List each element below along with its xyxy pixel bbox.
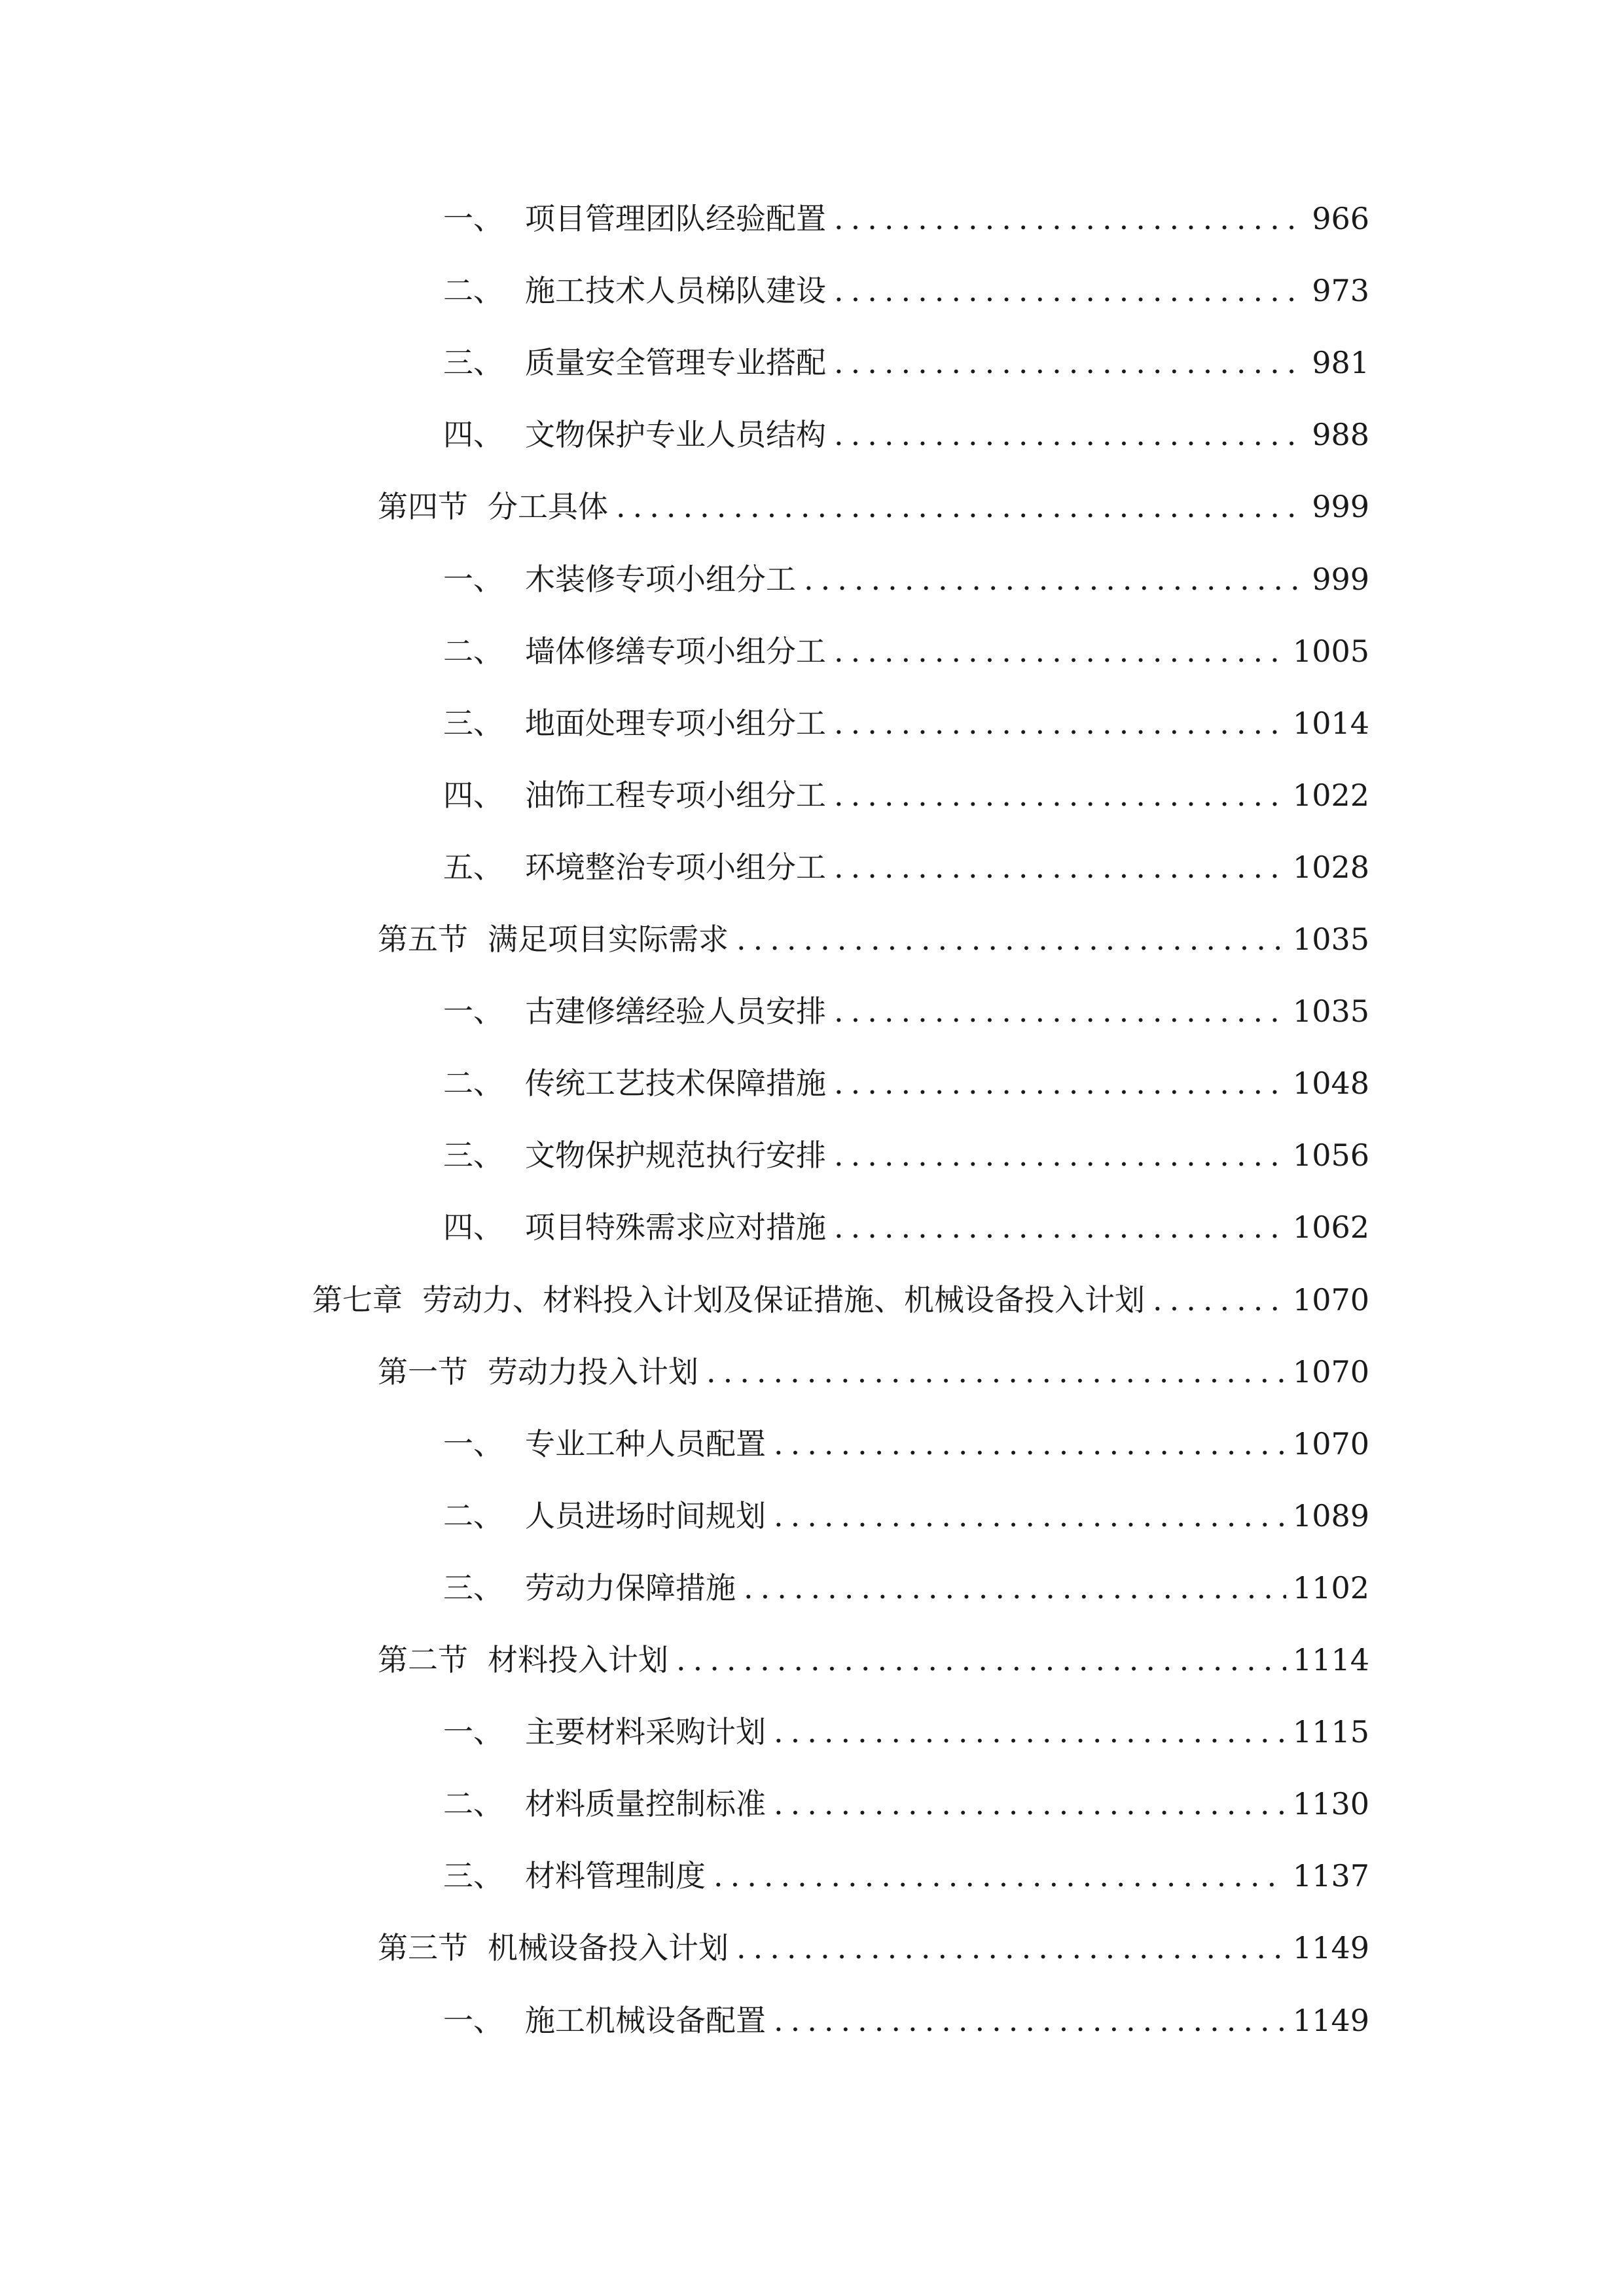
- toc-entry[interactable]: [443, 1047, 1369, 1119]
- toc-entry-number: 三、: [443, 1570, 503, 1605]
- toc-entry-title: 木装修专项小组分工: [525, 562, 796, 597]
- toc-dot-leader: [736, 1933, 1286, 1963]
- toc-entry-page: 1149: [1292, 1930, 1369, 1965]
- toc-entry-title: 人员进场时间规划: [525, 1498, 766, 1534]
- toc-entry-title: 传统工艺技术保障措施: [525, 1066, 826, 1101]
- toc-entry-page: 1102: [1292, 1570, 1369, 1605]
- toc-entry-page: 1070: [1292, 1282, 1369, 1318]
- toc-entry-page: 1089: [1292, 1498, 1369, 1534]
- toc-entry[interactable]: [443, 543, 1369, 615]
- toc-dot-leader: [774, 1501, 1286, 1531]
- toc-entry-title: 材料投入计划: [488, 1642, 668, 1677]
- toc-entry-title: 环境整治专项小组分工: [525, 850, 826, 885]
- toc-entry-title: 文物保护规范执行安排: [525, 1138, 826, 1173]
- toc-entry-number: 一、: [443, 1714, 503, 1749]
- toc-dot-leader: [616, 492, 1305, 522]
- toc-entry-number: 二、: [443, 1498, 503, 1534]
- toc-entry-page: 999: [1312, 489, 1369, 524]
- toc-entry-number: 第四节: [378, 489, 468, 524]
- toc-entry-page: 1137: [1292, 1858, 1369, 1893]
- toc-entry[interactable]: [443, 327, 1369, 399]
- toc-entry-title: 劳动力、材料投入计划及保证措施、机械设备投入计划: [422, 1282, 1145, 1318]
- toc-entry-page: 1022: [1292, 778, 1369, 813]
- toc-dot-leader: [834, 1212, 1286, 1242]
- toc-dot-leader: [834, 708, 1286, 738]
- toc-dot-leader: [834, 636, 1286, 666]
- toc-entry-title: 施工技术人员梯队建设: [525, 273, 826, 308]
- toc-entry-number: 第二节: [378, 1642, 468, 1677]
- toc-entry-number: 第一节: [378, 1354, 468, 1390]
- toc-dot-leader: [804, 564, 1305, 594]
- toc-entry-title: 材料质量控制标准: [525, 1786, 766, 1821]
- toc-entry[interactable]: [443, 831, 1369, 903]
- toc-entry[interactable]: [443, 1480, 1369, 1552]
- toc-entry-number: 三、: [443, 345, 503, 380]
- toc-entry-number: 三、: [443, 1858, 503, 1893]
- toc-dot-leader: [834, 1140, 1286, 1170]
- toc-entry[interactable]: [443, 1768, 1369, 1840]
- toc-entry-title: 地面处理专项小组分工: [525, 706, 826, 741]
- toc-entry-page: 1035: [1292, 922, 1369, 957]
- toc-entry-number: 四、: [443, 778, 503, 813]
- toc-entry-number: 四、: [443, 1210, 503, 1245]
- toc-entry-number: 一、: [443, 994, 503, 1029]
- toc-entry-page: 1114: [1292, 1642, 1369, 1677]
- toc-entry-number: 二、: [443, 634, 503, 669]
- toc-entry-title: 劳动力投入计划: [488, 1354, 698, 1390]
- toc-entry-number: 三、: [443, 1138, 503, 1173]
- toc-entry-title: 机械设备投入计划: [488, 1930, 729, 1965]
- toc-entry[interactable]: [378, 1624, 1369, 1696]
- toc-entry[interactable]: [443, 1191, 1369, 1263]
- toc-entry-number: 四、: [443, 417, 503, 452]
- toc-dot-leader: [834, 996, 1286, 1026]
- toc-entry-page: 966: [1312, 201, 1369, 236]
- toc-entry-title: 劳动力保障措施: [525, 1570, 736, 1605]
- toc-entry-title: 项目管理团队经验配置: [525, 201, 826, 236]
- toc-entry-page: 1035: [1292, 994, 1369, 1029]
- toc-entry-number: 一、: [443, 2003, 503, 2038]
- toc-entry[interactable]: [378, 1336, 1369, 1408]
- toc-entry[interactable]: [443, 1119, 1369, 1191]
- toc-entry-page: 1115: [1292, 1714, 1369, 1749]
- toc-entry-title: 材料管理制度: [525, 1858, 706, 1893]
- toc-entry[interactable]: [443, 1984, 1369, 2056]
- toc-entry-page: 1070: [1292, 1426, 1369, 1462]
- toc-entry-title: 油饰工程专项小组分工: [525, 778, 826, 813]
- toc-dot-leader: [676, 1645, 1286, 1675]
- toc-entry-page: 973: [1312, 273, 1369, 308]
- toc-entry[interactable]: [443, 759, 1369, 831]
- toc-entry[interactable]: [312, 1264, 1369, 1336]
- toc-entry-title: 质量安全管理专业搭配: [525, 345, 826, 380]
- toc-entry-number: 一、: [443, 1426, 503, 1462]
- toc-entry-number: 五、: [443, 850, 503, 885]
- toc-entry-title: 项目特殊需求应对措施: [525, 1210, 826, 1245]
- toc-entry-number: 第五节: [378, 922, 468, 957]
- toc-dot-leader: [834, 780, 1286, 810]
- toc-dot-leader: [834, 1068, 1286, 1098]
- toc-dot-leader: [834, 420, 1305, 450]
- toc-entry-page: 999: [1312, 562, 1369, 597]
- toc-dot-leader: [774, 1789, 1286, 1819]
- toc-entry-page: 1130: [1292, 1786, 1369, 1821]
- toc-dot-leader: [834, 348, 1305, 378]
- toc-entry-title: 施工机械设备配置: [525, 2003, 766, 2038]
- toc-entry-page: 1048: [1292, 1066, 1369, 1101]
- toc-entry-number: 一、: [443, 562, 503, 597]
- toc-entry[interactable]: [443, 687, 1369, 759]
- toc-entry-page: 1070: [1292, 1354, 1369, 1390]
- toc-entry-number: 第三节: [378, 1930, 468, 1965]
- toc-dot-leader: [1153, 1285, 1286, 1315]
- toc-entry-page: 1062: [1292, 1210, 1369, 1245]
- toc-entry-page: 1028: [1292, 850, 1369, 885]
- toc-entry[interactable]: [443, 1696, 1369, 1768]
- toc-entry-number: 二、: [443, 1066, 503, 1101]
- toc-dot-leader: [834, 276, 1305, 306]
- toc-entry-title: 墙体修缮专项小组分工: [525, 634, 826, 669]
- toc-entry[interactable]: [443, 615, 1369, 687]
- toc-entry-number: 三、: [443, 706, 503, 741]
- toc-entry[interactable]: [443, 1552, 1369, 1624]
- toc-entry-number: 第七章: [312, 1282, 403, 1318]
- toc-entry-title: 主要材料采购计划: [525, 1714, 766, 1749]
- toc-entry[interactable]: [443, 1408, 1369, 1480]
- toc-entry[interactable]: [378, 1912, 1369, 1984]
- toc-dot-leader: [713, 1861, 1286, 1891]
- toc-entry[interactable]: [443, 255, 1369, 327]
- toc-entry-page: 1149: [1292, 2003, 1369, 2038]
- toc-dot-leader: [736, 924, 1286, 954]
- toc-entry-page: 1056: [1292, 1138, 1369, 1173]
- toc-dot-leader: [834, 852, 1286, 882]
- toc-dot-leader: [834, 204, 1305, 234]
- toc-entry-number: 二、: [443, 1786, 503, 1821]
- toc-entry-page: 981: [1312, 345, 1369, 380]
- toc-entry[interactable]: [443, 183, 1369, 255]
- toc-dot-leader: [744, 1573, 1286, 1603]
- toc-entry[interactable]: [378, 471, 1369, 543]
- toc-dot-leader: [774, 1717, 1286, 1747]
- toc-entry[interactable]: [378, 903, 1369, 975]
- toc-entry-title: 专业工种人员配置: [525, 1426, 766, 1462]
- toc-entry[interactable]: [443, 975, 1369, 1047]
- toc-dot-leader: [774, 2005, 1286, 2036]
- toc-dot-leader: [774, 1429, 1286, 1459]
- toc-entry-page: 988: [1312, 417, 1369, 452]
- toc-entry-title: 满足项目实际需求: [488, 922, 729, 957]
- toc-entry-page: 1014: [1292, 706, 1369, 741]
- toc-entry-page: 1005: [1292, 634, 1369, 669]
- toc-entry-number: 二、: [443, 273, 503, 308]
- toc-entry[interactable]: [443, 1840, 1369, 1912]
- toc-dot-leader: [706, 1357, 1286, 1387]
- toc-entry-number: 一、: [443, 201, 503, 236]
- toc-entry[interactable]: [443, 399, 1369, 471]
- toc-entry-title: 文物保护专业人员结构: [525, 417, 826, 452]
- toc-entry-title: 古建修缮经验人员安排: [525, 994, 826, 1029]
- toc-entry-title: 分工具体: [488, 489, 608, 524]
